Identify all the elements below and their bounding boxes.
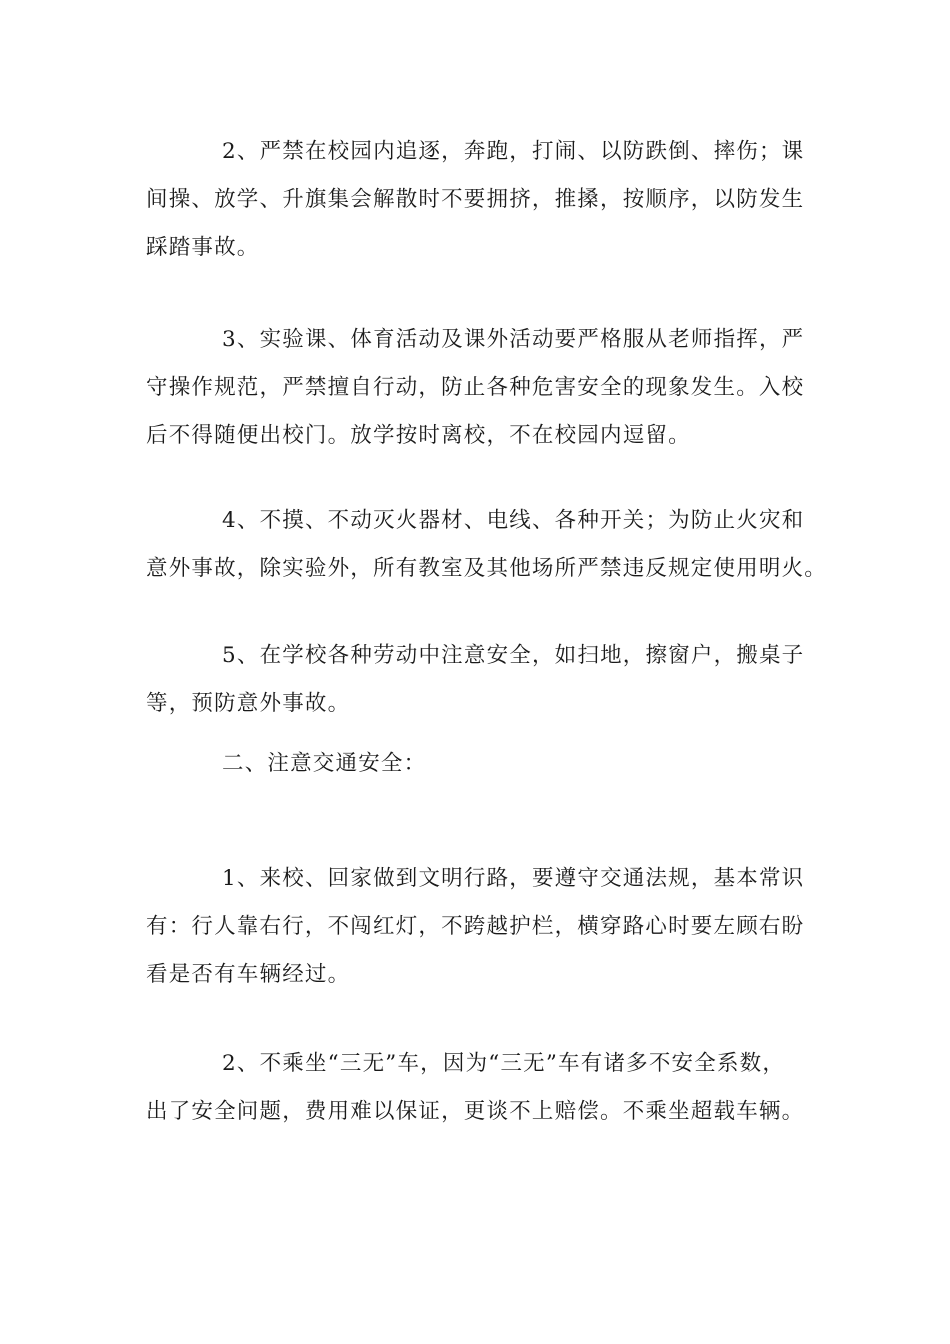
paragraph-school-rule-5 [146, 632, 846, 728]
text-line: 5、在学校各种劳动中注意安全，如扫地，擦窗户，搬桌子 [222, 643, 805, 668]
text-line: 2、严禁在校园内追逐，奔跑，打闹、以防跌倒、摔伤；课 [222, 139, 805, 164]
section-heading-traffic-safety [146, 740, 846, 788]
text-line: 意外事故，除实验外，所有教室及其他场所严禁违反规定使用明火。 [146, 556, 828, 581]
paragraph-school-rule-4 [146, 497, 846, 593]
text-line: 等，预防意外事故。 [146, 691, 351, 716]
paragraph-school-rule-3 [146, 316, 846, 460]
text-line: 间操、放学、升旗集会解散时不要拥挤，推搡，按顺序，以防发生 [146, 187, 805, 212]
text-line: 看是否有车辆经过。 [146, 962, 351, 987]
text-line: 4、不摸、不动灭火器材、电线、各种开关；为防止火灾和 [222, 508, 805, 533]
text-line: 踩踏事故。 [146, 235, 260, 260]
heading-line: 二、注意交通安全： [222, 751, 427, 776]
text-line: 2、不乘坐“三无”车，因为“三无”车有诸多不安全系数， [222, 1051, 786, 1076]
text-line: 出了安全问题，费用难以保证，更谈不上赔偿。不乘坐超载车辆。 [146, 1099, 805, 1124]
paragraph-traffic-rule-2 [146, 1040, 846, 1136]
text-line: 有：行人靠右行，不闯红灯，不跨越护栏，横穿路心时要左顾右盼 [146, 914, 805, 939]
paragraph-school-rule-2 [146, 128, 846, 272]
text-line: 1、来校、回家做到文明行路，要遵守交通法规，基本常识 [222, 866, 805, 891]
text-line: 守操作规范，严禁擅自行动，防止各种危害安全的现象发生。入校 [146, 375, 805, 400]
paragraph-traffic-rule-1 [146, 855, 846, 999]
text-line: 后不得随便出校门。放学按时离校，不在校园内逗留。 [146, 423, 691, 448]
text-line: 3、实验课、体育活动及课外活动要严格服从老师指挥，严 [222, 327, 805, 352]
